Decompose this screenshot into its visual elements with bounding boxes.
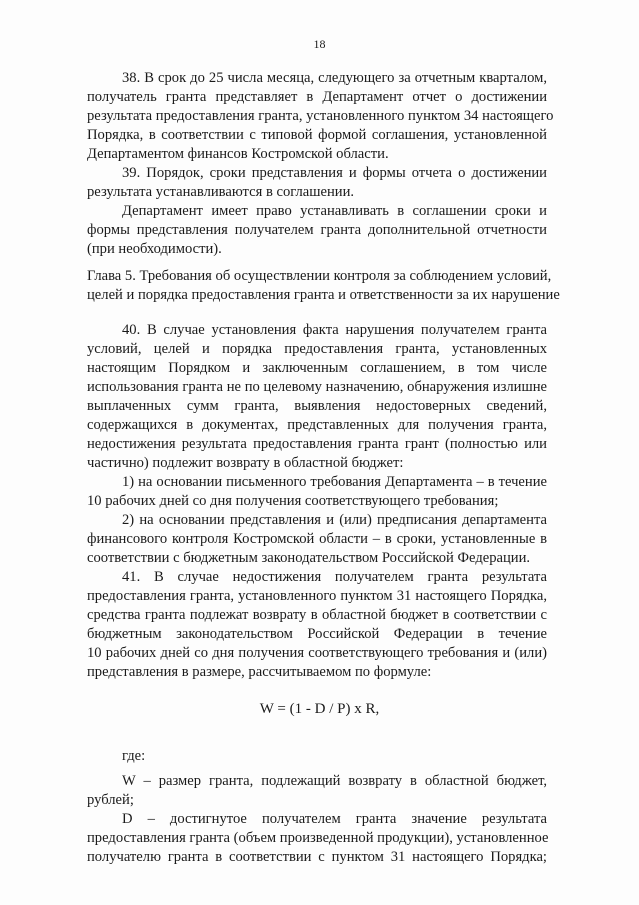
paragraph-39-line: Департамент имеет право устанавливать в соглашении сроки и	[122, 203, 547, 219]
paragraph-38-line: получатель гранта представляет в Департамент отчет о достижении	[87, 89, 547, 105]
paragraph-40-line: недостижения результата предоставления гранта грант (полностью или	[87, 436, 547, 452]
definition-w-line: W – размер гранта, подлежащий возврату в областной бюджет,	[122, 773, 547, 789]
paragraph-38-line: результата предоставления гранта, установленного пунктом 34 настоящего	[87, 108, 554, 124]
page-number: 18	[313, 37, 326, 51]
paragraph-40-line: частично) подлежит возврату в областной бюджет:	[87, 455, 404, 471]
definition-d-line: D – достигнутое получателем гранта значение результата	[122, 811, 547, 827]
subitem-1-line: 1) на основании письменного требования Департамента – в течение	[122, 474, 547, 490]
paragraph-41-line: средства гранта подлежат возврату в областной бюджет в соответствии с	[87, 607, 547, 623]
subitem-1-line: 10 рабочих дней со дня получения соответствующего требования;	[87, 493, 499, 509]
where-label: где:	[122, 748, 146, 764]
chapter-heading: целей и порядка предоставления гранта и ответственности за их нарушение	[87, 287, 560, 303]
formula: W = (1 - D / P) x R,	[259, 701, 380, 717]
paragraph-41-line: 41. В случае недостижения получателем гранта результата	[122, 569, 547, 585]
definition-d-line: получателю гранта в соответствии с пунктом 31 настоящего Порядка;	[87, 849, 547, 865]
paragraph-39-line: результата устанавливаются в соглашении.	[87, 184, 355, 200]
paragraph-38-line: Департаментом финансов Костромской области.	[87, 146, 389, 162]
subitem-2-line: 2) на основании представления и (или) предписания департамента	[122, 512, 547, 528]
paragraph-40-line: настоящим Порядком и заключенным соглашением, в том числе	[87, 360, 547, 376]
paragraph-41-line: предоставления гранта, установленного пунктом 31 настоящего Порядка,	[87, 588, 547, 604]
paragraph-41-line: бюджетным законодательством Российской Федерации в течение	[87, 626, 547, 642]
definition-d-line: предоставления гранта (объем произведенной продукции), установленное	[87, 830, 549, 846]
chapter-heading: Глава 5. Требования об осуществлении контроля за соблюдением условий,	[87, 268, 552, 284]
paragraph-41-line: представления в размере, рассчитываемом по формуле:	[87, 664, 432, 680]
paragraph-41-line: 10 рабочих дней со дня получения соответствующего требования и (или)	[87, 645, 547, 661]
paragraph-40-line: условий, целей и порядка предоставления гранта, установленных	[87, 341, 547, 357]
paragraph-38-line: 38. В срок до 25 числа месяца, следующего за отчетным кварталом,	[122, 70, 547, 86]
paragraph-40-line: 40. В случае установления факта нарушения получателем гранта	[122, 322, 547, 338]
definition-w-line: рублей;	[87, 792, 134, 808]
paragraph-39-line: (при необходимости).	[87, 241, 222, 257]
paragraph-39-line: 39. Порядок, сроки представления и формы отчета о достижении	[122, 165, 547, 181]
subitem-2-line: соответствии с бюджетным законодательством Российской Федерации.	[87, 550, 531, 566]
paragraph-40-line: содержащихся в документах, представленных для получения гранта,	[87, 417, 547, 433]
paragraph-39-line: формы представления получателем гранта дополнительной отчетности	[87, 222, 547, 238]
subitem-2-line: финансового контроля Костромской области – в сроки, установленные в	[87, 531, 547, 547]
paragraph-38-line: Порядка, в соответствии с типовой формой соглашения, установленной	[87, 127, 547, 143]
paragraph-40-line: выплаченных сумм гранта, выявления недостоверных сведений,	[87, 398, 547, 414]
paragraph-40-line: использования гранта не по целевому назначению, обнаружения излишне	[87, 379, 547, 395]
